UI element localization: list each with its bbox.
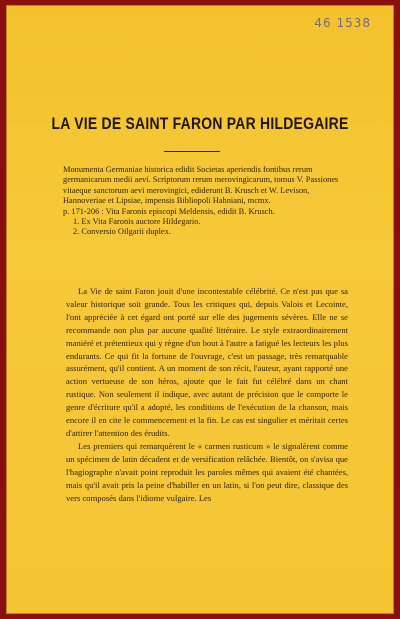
bibliography-item-2: 2. Conversio Oilgarii duplex. <box>73 227 171 237</box>
body-paragraph-2: Les premiers qui remarquèrent le « carmen rusticum » le signalèrent comme un spécimen de latin décadent et de versification relâchée. Bientôt, on s'avisa que l'hagiographe n'avait point reproduit les paroles mêmes qui avaient été chantées, mais qu'il avait pris la peine d'habiller en un latin, si l'on peut dire, classique des vers composés dans l'idiome vulgaire. Les <box>66 440 348 503</box>
handwritten-note: 46 1538 <box>314 16 371 30</box>
bibliography-pages: p. 171-206 : Vita Faronis episcopi Meldensis, edidit B. Krusch. <box>63 206 275 216</box>
body-text <box>66 285 348 504</box>
title-divider <box>164 151 220 152</box>
bibliography-item-1: 1. Ex Vita Faronis auctore Hildegario. <box>73 217 201 227</box>
article-title: LA VIE DE SAINT FARON PAR HILDEGAIRE <box>51 114 349 133</box>
body-paragraph-1: La Vie de saint Faron jouit d'une incontestable célébrité. Ce n'est pas que sa valeur historique soit grande. Tous les critiques qui, depuis Valois et Lecointe, l'ont appréciée à cet égard ont porté sur elle des jugements sévères. Elle ne se recommande non plus par aucune qualité littéraire. Le style extraordinairement maniéré et prétentieux qui y règne d'un bout à l'autre a fatigué les lecteurs les plus endurants. Ce qui fit la fortune de l'ouvrage, c'est un passage, très remarquable assurément, qu'il contient. A un moment de son récit, l'auteur, ayant rapporté une action vertueuse de son héros, ajoute que le fait fut célébré dans un chant rustique. Non seulement il indique, avec autant de précision que le comporte le genre d'écriture qu'il a adopté, les conditions de l'exécution de la chanson, mais encore il en cite le commencement et la fin. Le cas est singulier et méritait certes d'attirer l'attention des érudits. <box>66 286 348 438</box>
bibliography-reference: Monumenta Germaniae historica edidit Societas aperiendis fontibus rerum germanicarum medii aevi. Scriptorum rerum merovingicarum, tomus V. Passiones vitaeque sanctorum aevi merovingici, ediderunt B. Krusch et W. Levison, Hannoveriae et Lipsiae, impensis Bibliopoli Hahniani, mcmx. <box>63 165 339 206</box>
document-page <box>6 5 394 614</box>
bibliography-block <box>63 165 353 238</box>
